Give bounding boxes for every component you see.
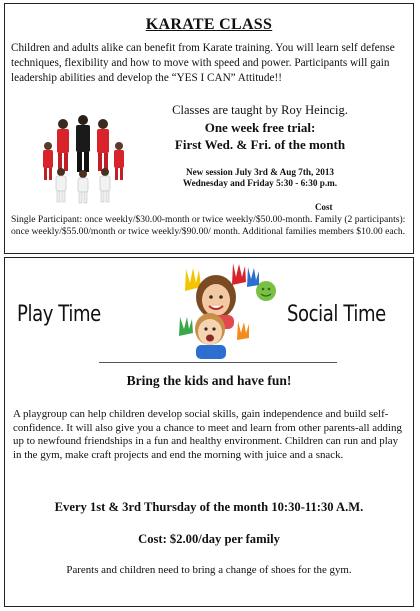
karate-cost-details: Single Participant: once weekly/$30.00-month or twice weekly/$50.00-month. Family (2 participants): once weekly/$55.00/month or twice weekly/$90.00/ month. Additional families members $10.00 each.: [11, 214, 406, 237]
karate-title: KARATE CLASS: [145, 16, 273, 33]
playgroup-schedule: Every 1st & 3rd Thursday of the month 10:30-11:30 A.M.: [54, 500, 364, 514]
karate-adult-right: [97, 119, 109, 171]
play-time-title: Play Time: [17, 302, 101, 327]
karate-adult-center: [76, 115, 90, 172]
karate-child-white-1: [56, 168, 66, 202]
social-time-title: Social Time: [287, 302, 386, 327]
flyer-page: [4, 3, 414, 607]
karate-child-red-2: [114, 142, 124, 180]
karate-child-red-1: [43, 142, 53, 180]
karate-child-white-3: [100, 168, 110, 202]
karate-adult-left: [57, 119, 69, 171]
playgroup-shoes-note: Parents and children need to bring a change of shoes for the gym.: [66, 564, 352, 576]
karate-session-dates: New session July 3rd & Aug 7th, 2013: [185, 167, 335, 177]
karate-free-trial: One week free trial:: [204, 120, 316, 135]
karate-cost-heading: Cost: [315, 202, 333, 212]
karate-schedule: Wednesday and Friday 5:30 - 6:30 p.m.: [182, 178, 338, 188]
children-painted-hands-photo: [158, 261, 286, 359]
karate-child-white-2: [78, 170, 88, 203]
playgroup-section: [4, 257, 414, 607]
playgroup-heading: Bring the kids and have fun!: [126, 373, 292, 388]
karate-intro-text: Children and adults alike can benefit from Karate training. You will learn self defense techniques, flexibility and how to move with speed and power. Participants will gain leadership abilities and develop the “YES I CAN” Attitude!!: [11, 42, 395, 84]
karate-kids-group-photo: [33, 112, 133, 206]
divider-line: [99, 362, 337, 363]
karate-instructor: Classes are taught by Roy Heincig.: [172, 103, 348, 117]
playgroup-cost: Cost: $2.00/day per family: [138, 532, 280, 546]
karate-class-section: [4, 3, 414, 254]
karate-trial-days: First Wed. & Fri. of the month: [174, 137, 346, 152]
playgroup-description: A playgroup can help children develop social skills, gain independence and build self-confidence. It will also give you a chance to meet and learn from other parents-all adding up to newfound friendships in a fun and healthy environment. Children can run and play in the gym, make craft projects and end the morning with juice and a snack.: [13, 408, 402, 461]
